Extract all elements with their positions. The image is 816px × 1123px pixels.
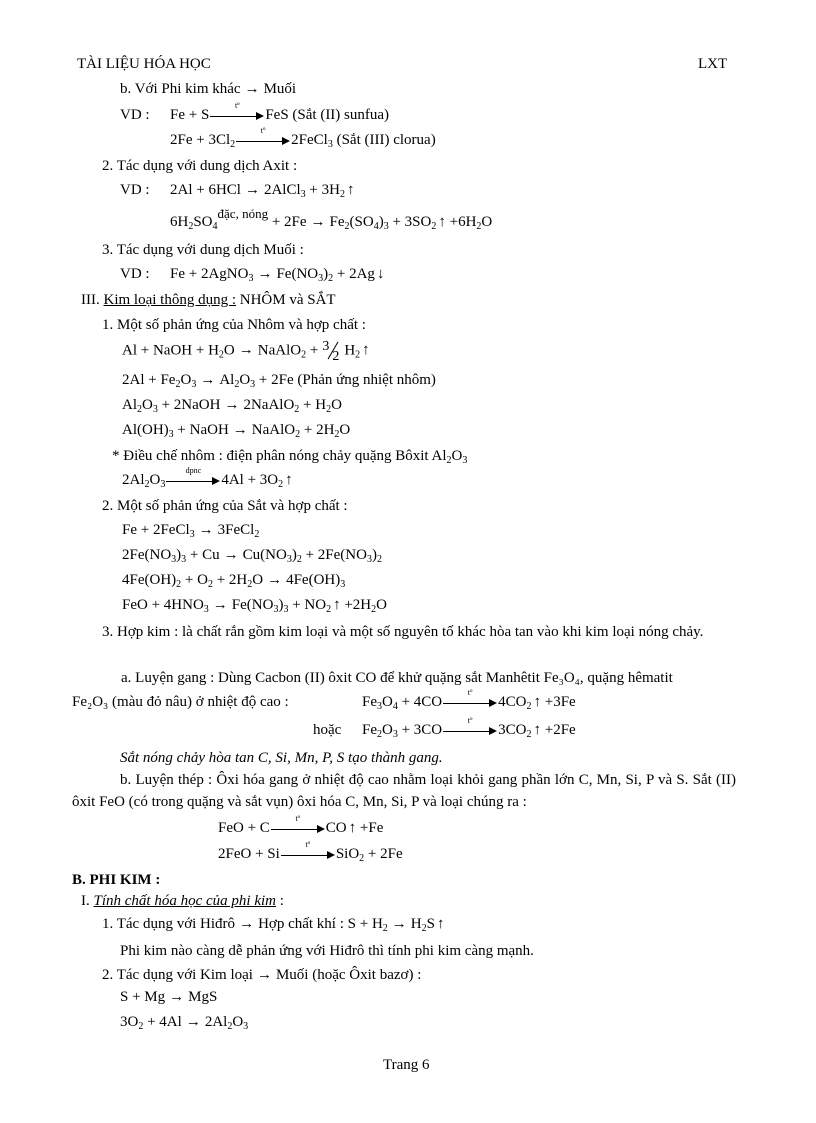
eq-fecl3: $2Fe + 3Cl_2$ tº 2FeCl$_3$ (Sắt (III) clorua): [170, 125, 436, 150]
cast-iron-note: Sắt nóng chảy hòa tan C, Si, Mn, P, S tạo thành gang.: [120, 750, 443, 766]
arrow-icon: →: [244, 81, 260, 97]
eq-feo-hno3: FeO + $4HNO_3 \to Fe(NO_3)_3 + NO_2$ ↑ $+2H_2O$: [122, 597, 387, 615]
header-author: LXT: [698, 56, 728, 72]
nonmetal-properties-heading: I. Tính chất hóa học của phi kim :: [81, 893, 284, 909]
fraction-three-halves: 3 2: [322, 339, 340, 364]
alloy-paragraph: 3. Hợp kim : là chất rắn gồm kim loại và một số nguyên tố khác hòa tan vào khi kim loại nóng chảy.: [102, 624, 704, 640]
arrow-icon: →: [391, 916, 407, 932]
eq-feno3-cu: $2Fe(NO_3)_3 + Cu \to Cu(NO_3)_2 + 2Fe(NO_3)_2$: [122, 547, 382, 565]
eq-fes: Fe + S tº FeS (Sắt (II) sunfua): [170, 100, 390, 123]
nonmetal-note: Phi kim nào càng dễ phản ứng với Hiđrô thì tính phi kim càng mạnh.: [120, 943, 534, 959]
or-label: hoặc: [313, 722, 342, 738]
gas-up-icon: ↑: [346, 182, 355, 198]
arrow-icon: tº: [443, 697, 497, 709]
arrow-icon: →: [256, 967, 272, 983]
arrow-icon: tº: [443, 725, 497, 737]
eq-feo-si: 2FeO + Si tº SiO$_2$ + 2Fe: [218, 839, 403, 864]
arrow-icon: →: [200, 372, 216, 388]
fe-title: 2. Một số phản ứng của Sắt và hợp chất :: [102, 498, 348, 514]
line-b-phikim: b. Với Phi kim khác → Muối: [120, 81, 297, 97]
arrow-icon: tº: [236, 135, 290, 147]
eq-fe-fecl3: Fe + 2FeCl$_3$ → 3FeCl$_2$: [122, 522, 260, 540]
arrow-icon: →: [198, 522, 214, 538]
cast-iron-line-2: Fe₂O₃ (màu đỏ nâu) ở nhiệt độ cao :: [72, 694, 289, 710]
arrow-icon: tº: [210, 110, 264, 122]
arrow-icon: →: [310, 214, 326, 230]
gas-up-icon: ↑: [533, 694, 541, 710]
eq-s-mg: S + Mg → MgS: [120, 989, 218, 1005]
arrow-icon: →: [238, 342, 254, 359]
nonmetal-metal: 2. Tác dụng với Kim loại → Muối (hoặc Ôxit bazơ) :: [102, 967, 422, 983]
steel-paragraph: b. Luyện thép : Ôxi hóa gang ở nhiệt độ cao nhằm loại khỏi gang phần lớn C, Mn, Si, P và S. Sắt (II) ôxit FeO (có trong quặng và sắt vụn) ôxi hóa C, Mn, Si, P và loại chúng ra :: [72, 772, 736, 810]
eq-feo-c: FeO + C tº CO ↑ +Fe: [218, 813, 384, 836]
arrow-icon: →: [224, 397, 240, 413]
arrow-icon: →: [267, 572, 283, 588]
eq-agno3: Fe + 2AgNO$_3$ → $Fe(NO_3)_2 + 2Ag$ ↓: [170, 266, 385, 284]
gas-up-icon: ↑: [438, 214, 446, 230]
gas-up-icon: ↑: [285, 472, 293, 488]
section-iii: III. Kim loại thông dụng : NHÔM và SẮT: [81, 292, 336, 308]
gas-up-icon: ↑: [362, 342, 370, 359]
eq-h2so4: $6H_2SO_4^{đặc, nóng} + 2Fe \to Fe_2(SO_4)_3 + 3SO_2$ ↑ $+6H_2O$: [170, 206, 493, 232]
cast-iron-paragraph: a. Luyện gang : Dùng Cacbon (II) ôxit CO để khử quặng sắt Manhêtit Fe₃O₄, quặng hêmatit: [121, 670, 673, 686]
arrow-icon: →: [223, 547, 239, 563]
al-title: 1. Một số phản ứng của Nhôm và hợp chất :: [102, 317, 366, 333]
arrow-icon: dpnc: [166, 475, 220, 487]
arrow-icon: →: [212, 597, 228, 613]
section-acid: 2. Tác dụng với dung dịch Axit :: [102, 158, 298, 174]
precipitate-down-icon: ↓: [376, 266, 385, 282]
eq-feoh2-oxidation: $4Fe(OH)_2 + O_2 + 2H_2O \to 4Fe(OH)_3$: [122, 572, 346, 590]
section-b-heading: B. PHI KIM :: [72, 872, 161, 888]
eq-al-naoh: Al + NaOH + $H_2O$ → NaAlO$_2$ + 3 2 $H_2$ ↑: [122, 339, 370, 364]
nonmetal-hydrogen: 1. Tác dụng với Hiđrô → Hợp chất khí : $S + H_2 \to H_2S$ ↑: [102, 916, 445, 934]
gas-up-icon: ↑: [533, 722, 541, 738]
eq-o2-al: $3O_2 + 4Al \to 2Al_2O_3$: [120, 1014, 249, 1032]
eq-fe2o3-co: $Fe_2O_3 + 3CO$ tº $3CO_2$ ↑ +2Fe: [362, 715, 576, 740]
arrow-icon: tº: [281, 849, 335, 861]
al-production-note: * Điều chế nhôm : điện phân nóng chảy quặng Bôxit $Al_2O_3$: [112, 448, 468, 466]
vd-label: VD :: [120, 182, 150, 198]
arrow-icon: →: [169, 989, 185, 1005]
eq-fe3o4-co: $Fe_3O_4 + 4CO$ tº $4CO_2$ ↑ +3Fe: [362, 687, 576, 712]
arrow-icon: →: [185, 1014, 201, 1030]
eq-aloh3-naoh: $Al(OH)_3$ + NaOH → NaAlO$_2$ + $2H_2O$: [122, 422, 351, 440]
arrow-icon: →: [257, 266, 273, 282]
page-number: Trang 6: [383, 1057, 430, 1073]
arrow-icon: tº: [271, 823, 325, 835]
vd-label: VD :: [120, 266, 150, 282]
arrow-icon: →: [244, 182, 260, 198]
vd-label: VD :: [120, 107, 150, 123]
eq-hcl: 2Al + 6HCl → 2AlCl$_3$ + $3H_2$ ↑: [170, 182, 355, 200]
arrow-icon: →: [232, 422, 248, 438]
gas-up-icon: ↑: [348, 820, 357, 836]
eq-thermite: $2Al + Fe_2O_3 \to Al_2O_3 + 2Fe$ (Phản ứng nhiệt nhôm): [122, 372, 436, 390]
arrow-icon: →: [239, 916, 255, 932]
eq-electrolysis: $2Al_2O_3$ dpnc $4Al + 3O_2$ ↑: [122, 465, 293, 490]
eq-al2o3-naoh: $Al_2O_3$ + 2NaOH → 2NaAlO$_2$ + $H_2O$: [122, 397, 342, 415]
gas-up-icon: ↑: [436, 916, 445, 932]
section-salt: 3. Tác dụng với dung dịch Muối :: [102, 242, 304, 258]
gas-up-icon: ↑: [333, 597, 341, 613]
header-title: TÀI LIỆU HÓA HỌC: [77, 56, 211, 72]
